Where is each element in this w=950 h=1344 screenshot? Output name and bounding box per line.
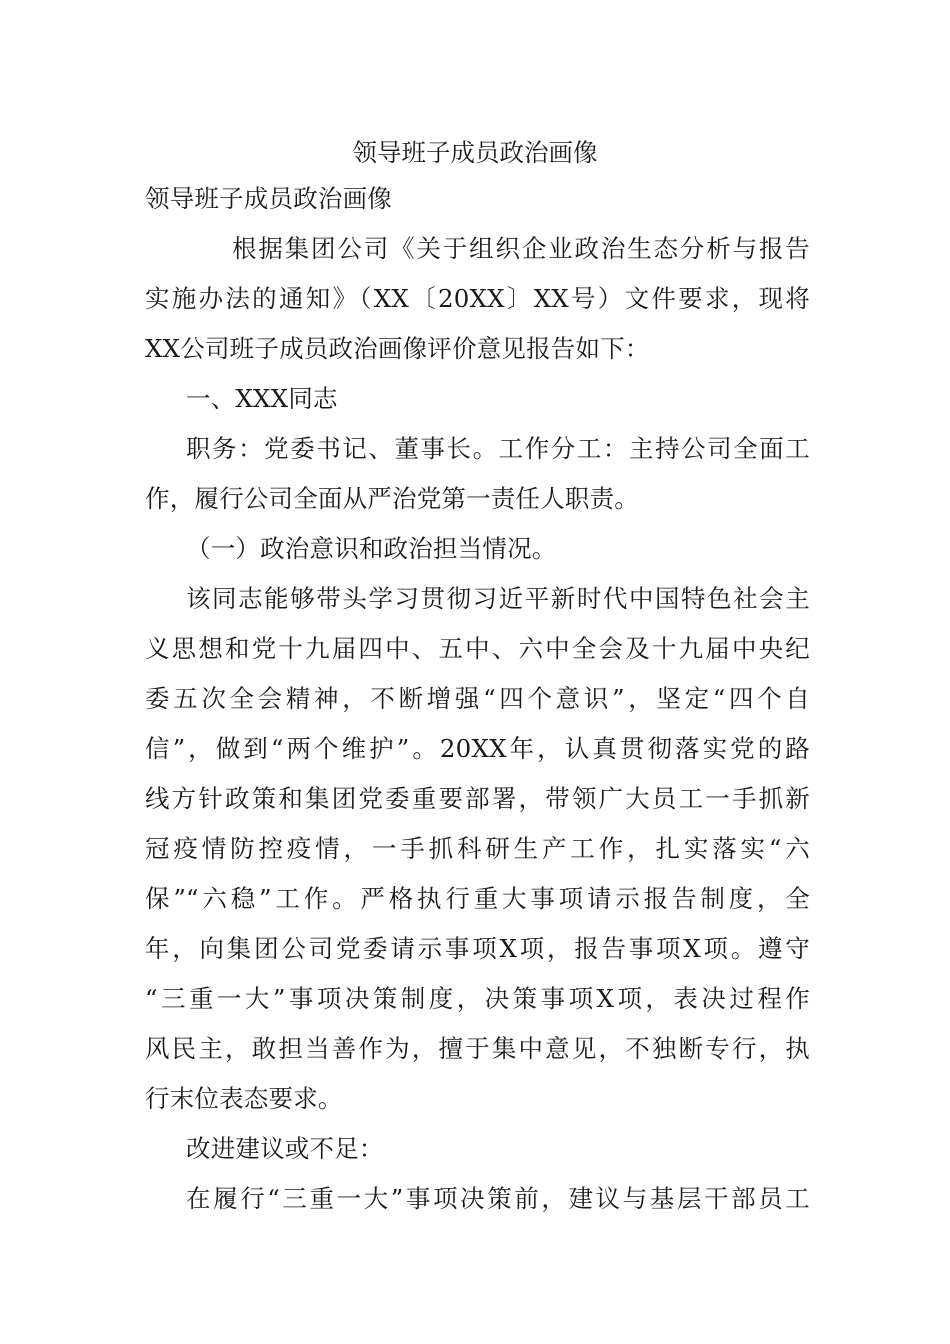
- paragraph-line: 行末位表态要求。: [145, 1084, 343, 1113]
- paragraph-line: 职务：党委书记、董事长。工作分工：主持公司全面工: [186, 434, 810, 463]
- paragraph-line: 信”，做到“两个维护”。20XX年，认真贯彻落实党的路: [145, 734, 810, 763]
- document-title: 领导班子成员政治画像: [352, 138, 598, 167]
- paragraph-line: 根据集团公司《关于组织企业政治生态分析与报告: [232, 234, 810, 263]
- paragraph-line: 实施办法的通知》（XX〔20XX〕XX号）文件要求，现将: [145, 284, 810, 313]
- section-heading: 一、XXX同志: [186, 384, 338, 413]
- paragraph-line: 义思想和党十九届四中、五中、六中全会及十九届中央纪: [145, 634, 810, 663]
- paragraph-line: 该同志能够带头学习贯彻习近平新时代中国特色社会主: [186, 584, 810, 613]
- paragraph-line: 委五次全会精神，不断增强“四个意识”，坚定“四个自: [145, 684, 810, 713]
- paragraph-line: 作，履行公司全面从严治党第一责任人职责。: [145, 484, 639, 513]
- improvement-heading: 改进建议或不足：: [186, 1134, 384, 1163]
- paragraph-line: 保”“六稳”工作。严格执行重大事项请示报告制度，全: [145, 884, 810, 913]
- paragraph-line: “三重一大”事项决策制度，决策事项X项，表决过程作: [145, 984, 810, 1013]
- paragraph-line: 线方针政策和集团党委重要部署，带领广大员工一手抓新: [145, 784, 810, 813]
- document-subtitle: 领导班子成员政治画像: [145, 184, 392, 213]
- paragraph-line: 在履行“三重一大”事项决策前，建议与基层干部员工: [186, 1184, 810, 1213]
- subsection-heading: （一）政治意识和政治担当情况。: [186, 534, 557, 563]
- paragraph-line: 冠疫情防控疫情，一手抓科研生产工作，扎实落实“六: [145, 834, 810, 863]
- paragraph-line: XX公司班子成员政治画像评价意见报告如下：: [145, 334, 650, 363]
- paragraph-line: 年，向集团公司党委请示事项X项，报告事项X项。遵守: [145, 934, 810, 963]
- paragraph-line: 风民主，敢担当善作为，擅于集中意见，不独断专行，执: [145, 1034, 810, 1063]
